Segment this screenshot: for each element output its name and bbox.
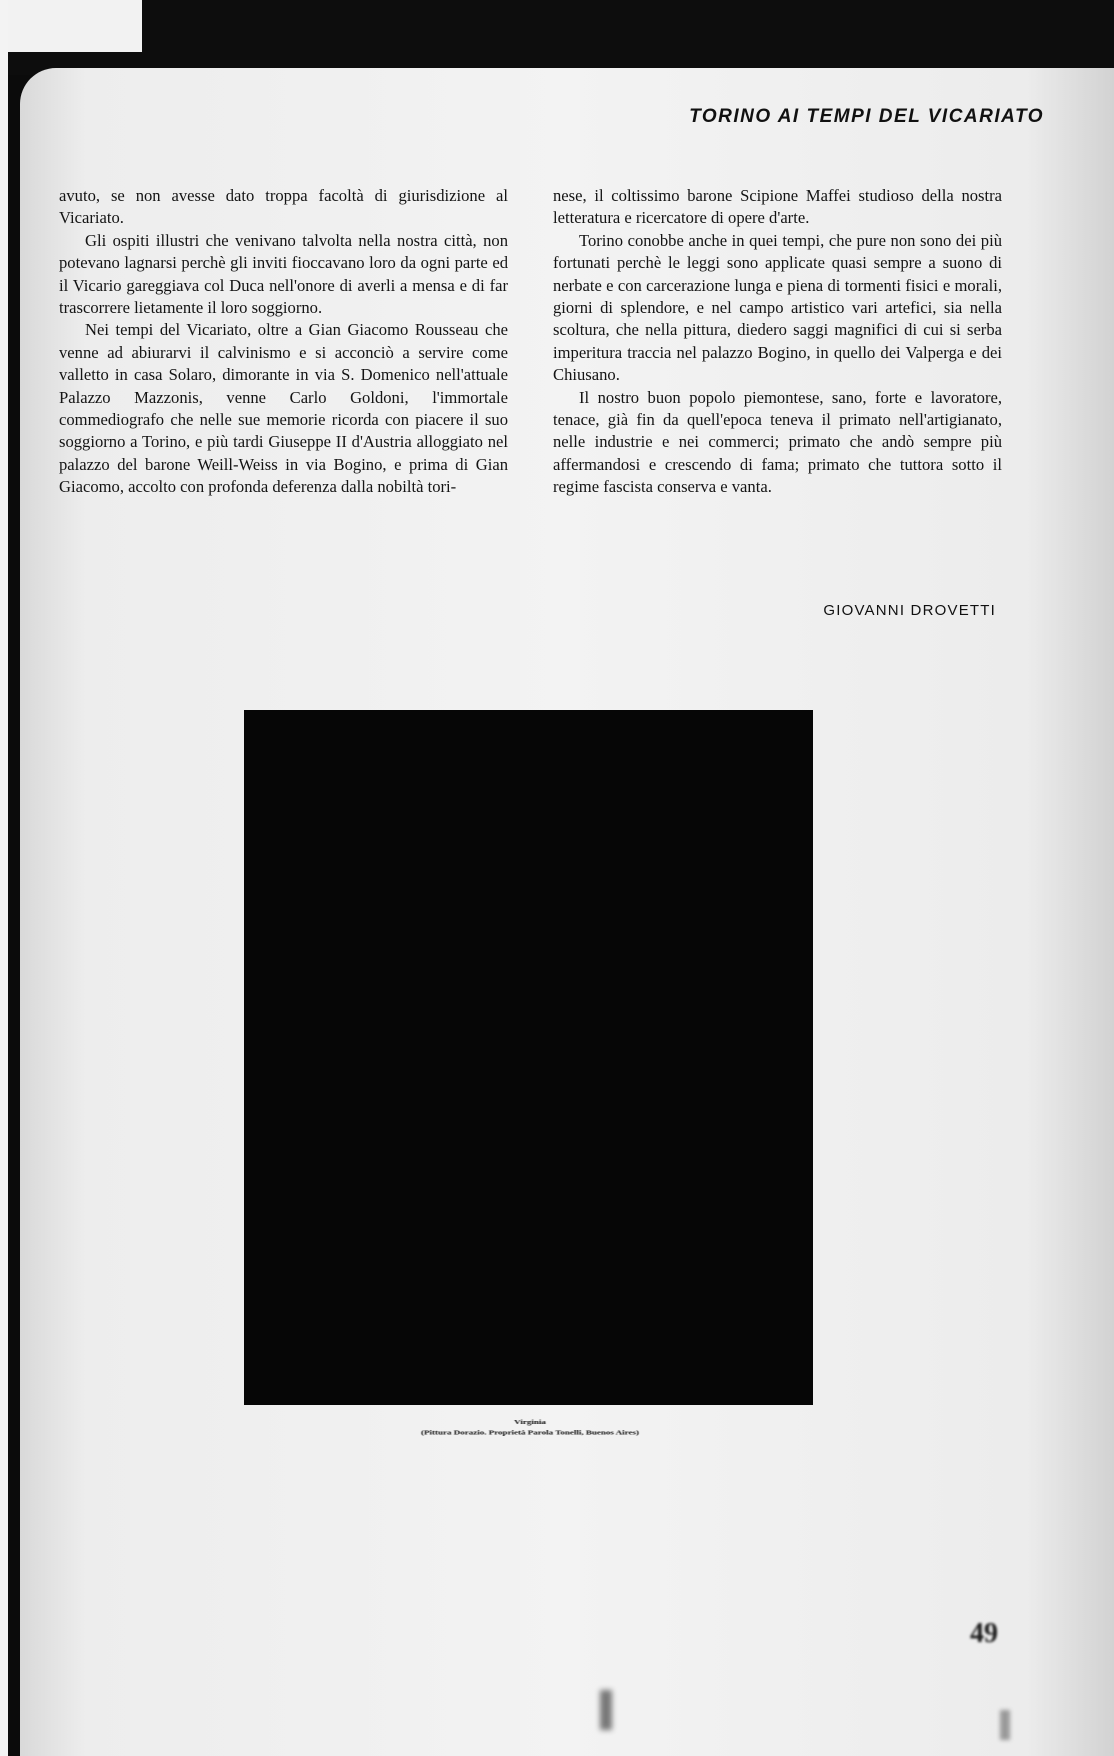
paragraph: Gli ospiti illustri che venivano talvolta nella nostra città, non potevano lagnarsi perchè gli inviti fioccavano loro da ogni parte ed il Vicario gareggiava col Duca nell'onore di averli a mensa e di far trascorrere lietamente il loro soggiorno.: [59, 230, 508, 318]
paragraph: nese, il coltissimo barone Scipione Maffei studioso della nostra letteratura e ricercatore di opere d'arte.: [553, 186, 1002, 228]
author-signature: GIOVANNI DROVETTI: [823, 602, 996, 619]
scan-top-border: [0, 0, 1114, 75]
page-number: 49: [970, 1618, 998, 1649]
paragraph: avuto, se non avesse dato troppa facoltà di giurisdizione al Vicariato.: [59, 186, 508, 228]
image-caption: [340, 1417, 720, 1438]
left-text-column: [59, 185, 508, 499]
paragraph: Il nostro buon popolo piemontese, sano, forte e lavoratore, tenace, già fin da quell'epoca teneva il primato nell'artigianato, nelle industrie e nei commerci; primato che andò sempre più affermandosi e crescendo di fama; primato che tuttora sotto il regime fascista conserva e vanta.: [553, 387, 1002, 497]
paragraph: Nei tempi del Vicariato, oltre a Gian Giacomo Rousseau che venne ad abiurarvi il calvinismo e si acconciò a servire come valletto in casa Solaro, dimorante in via S. Domenico nell'attuale Palazzo Mazzonis, venne Carlo Goldoni, l'immortale commediografo che nelle sue memorie ricorda con piacere il suo soggiorno a Torino, e più tardi Giuseppe II d'Austria alloggiato nel palazzo del barone Weill-Weiss in via Bogino, e prima di Gian Giacomo, accolto con profonda deferenza dalla nobiltà tori-: [59, 320, 508, 497]
painting-reproduction: [244, 710, 813, 1405]
running-header: TORINO AI TEMPI DEL VICARIATO: [689, 106, 1044, 127]
scan-artifact: [600, 1690, 612, 1730]
scan-artifact: [1000, 1710, 1010, 1740]
caption-credit: (Pittura Dorazio. Proprietà Parola Tonelli, Buenos Aires): [421, 1429, 639, 1436]
scan-corner-margin: [0, 0, 142, 52]
right-text-column: [553, 185, 1002, 499]
caption-title: Virginia: [514, 1418, 546, 1426]
paragraph: Torino conobbe anche in quei tempi, che pure non sono dei più fortunati perchè le leggi sono applicate quasi sempre a suono di nerbate e con carcerazione lunga e piena di tormenti fisici e morali, giorni di splendore, e nel campo artistico vari artefici, sia nella scoltura, che nella pittura, diedero saggi magnifici di cui si serba imperitura traccia nel palazzo Bogino, in quello dei Valperga e dei Chiusano.: [553, 230, 1002, 385]
scan-left-margin: [0, 0, 8, 1756]
